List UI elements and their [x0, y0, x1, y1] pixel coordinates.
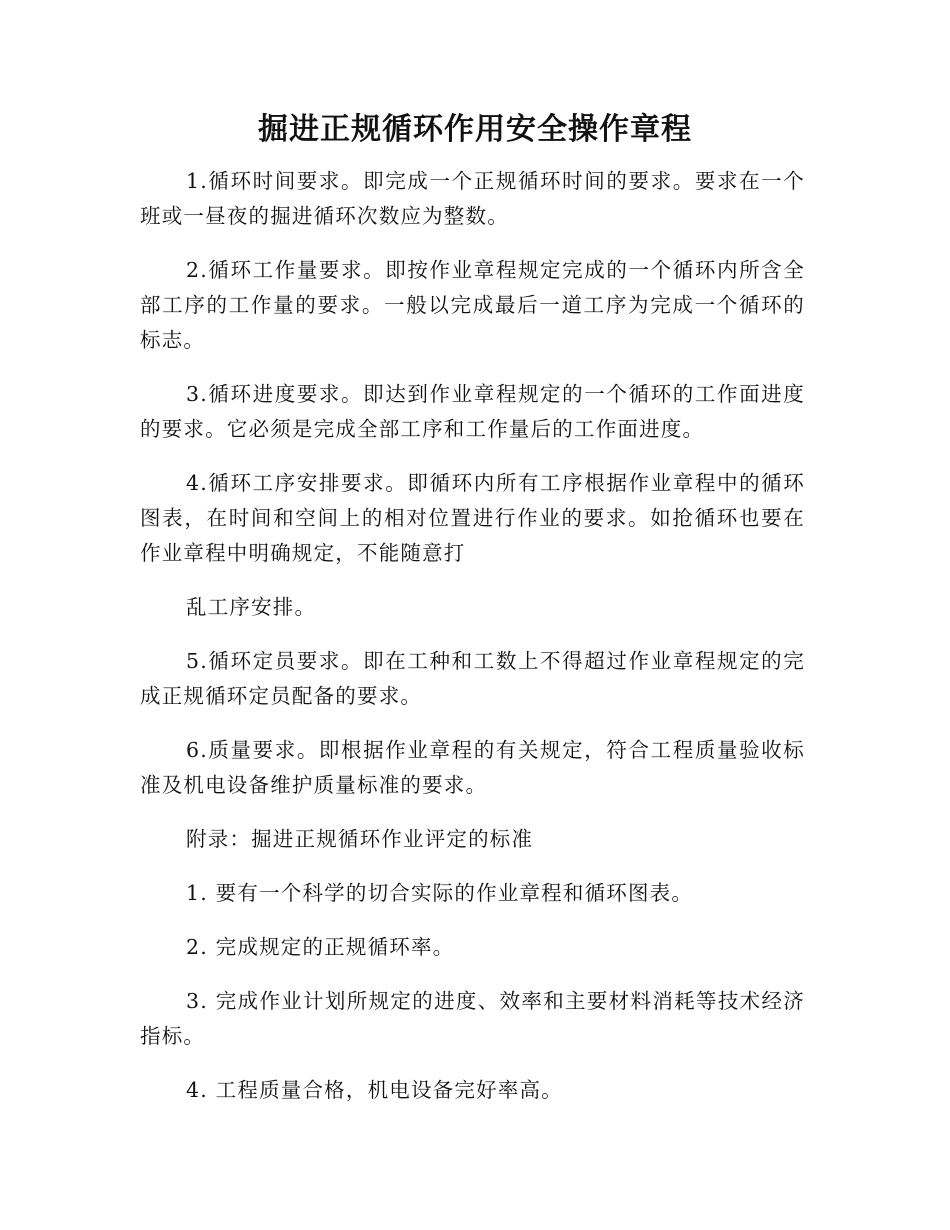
- appendix-item-4: 4. 工程质量合格，机电设备完好率高。: [186, 1078, 563, 1102]
- appendix-item-1: 1. 要有一个科学的切合实际的作业章程和循环图表。: [186, 881, 694, 905]
- paragraph-3: 3.循环进度要求。即达到作业章程规定的一个循环的工作面进度的要求。它必须是完成全部工序和工作量后的工作面进度。: [140, 382, 805, 441]
- paragraph-6: 6.质量要求。即根据作业章程的有关规定，符合工程质量验收标准及机电设备维护质量标准的要求。: [140, 738, 805, 797]
- paragraph-4: 4.循环工序安排要求。即循环内所有工序根据作业章程中的循环图表，在时间和空间上的相对位置进行作业的要求。如抢循环也要在作业章程中明确规定，不能随意打: [140, 471, 805, 565]
- paragraph-5: 5.循环定员要求。即在工种和工数上不得超过作业章程规定的完成正规循环定员配备的要求。: [140, 649, 805, 708]
- appendix-heading: 附录：掘进正规循环作业评定的标准: [186, 827, 534, 851]
- appendix-item-3: 3. 完成作业计划所规定的进度、效率和主要材料消耗等技术经济指标。: [140, 989, 805, 1048]
- document-title: 掘进正规循环作用安全操作章程: [258, 112, 692, 147]
- document-body: [140, 164, 805, 1127]
- paragraph-2: 2.循环工作量要求。即按作业章程规定完成的一个循环内所含全部工序的工作量的要求。一般以完成最后一道工序为完成一个循环的标志。: [140, 258, 805, 352]
- appendix-item-2: 2. 完成规定的正规循环率。: [186, 935, 455, 959]
- paragraph-4-continued: 乱工序安排。: [186, 595, 317, 619]
- paragraph-1: 1.循环时间要求。即完成一个正规循环时间的要求。要求在一个班或一昼夜的掘进循环次数应为整数。: [140, 169, 805, 228]
